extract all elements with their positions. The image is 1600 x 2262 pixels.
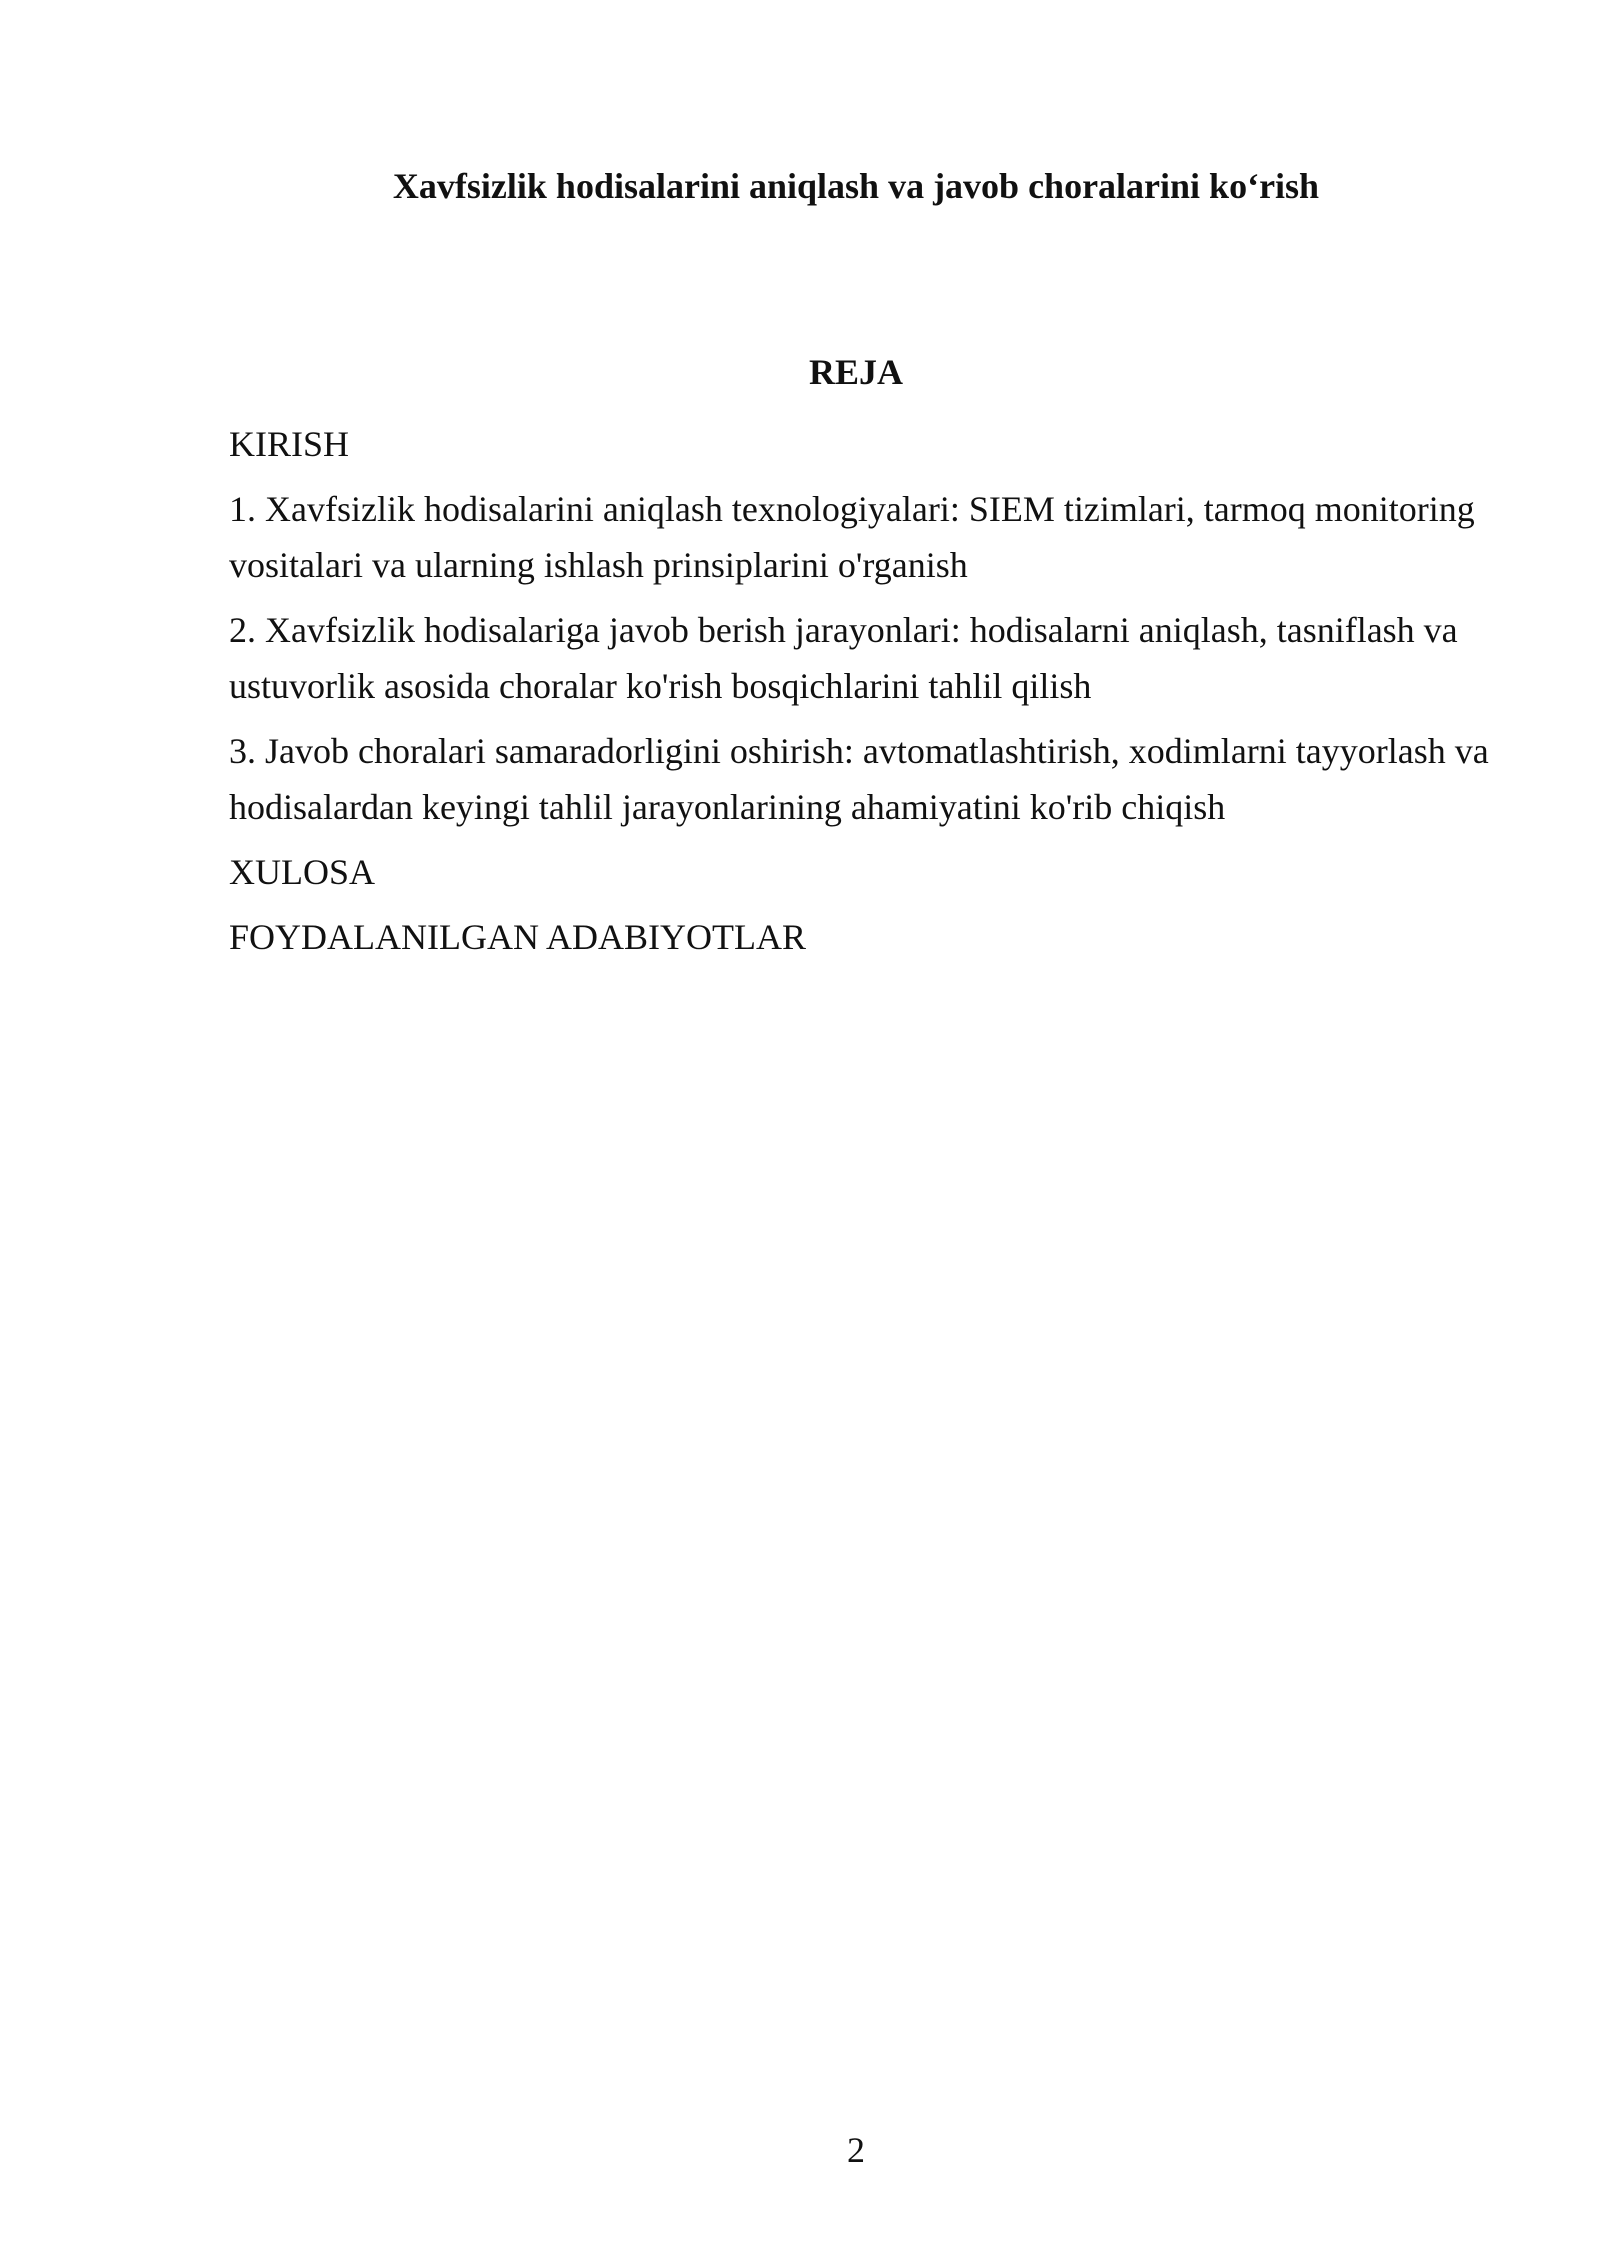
plan-item-references: FOYDALANILGAN ADABIYOTLAR [229,917,806,957]
plan-item-2: 2. Xavfsizlik hodisalariga javob berish jarayonlari: hodisalarni aniqlash, tasniflash va ustuvorlik asosida choralar ko'rish bosqichlarini tahlil qilish [229,610,1458,706]
page-number: 2 [847,2130,865,2170]
plan-item-3: 3. Javob choralari samaradorligini oshirish: avtomatlashtirish, xodimlarni tayyorlash va hodisalardan keyingi tahlil jarayonlarining ahamiyatini ko'rib chiqish [229,731,1489,827]
plan-item-introduction: KIRISH [229,424,350,464]
document-title: Xavfsizlik hodisalarini aniqlash va javob choralarini ko‘rish [392,166,1320,206]
plan-item-1: 1. Xavfsizlik hodisalarini aniqlash texnologiyalari: SIEM tizimlari, tarmoq monitoring vositalari va ularning ishlash prinsiplarini o'rganish [229,489,1475,585]
plan-item-conclusion: XULOSA [229,852,376,892]
plan-list [229,416,1529,974]
plan-heading: REJA [808,352,903,392]
